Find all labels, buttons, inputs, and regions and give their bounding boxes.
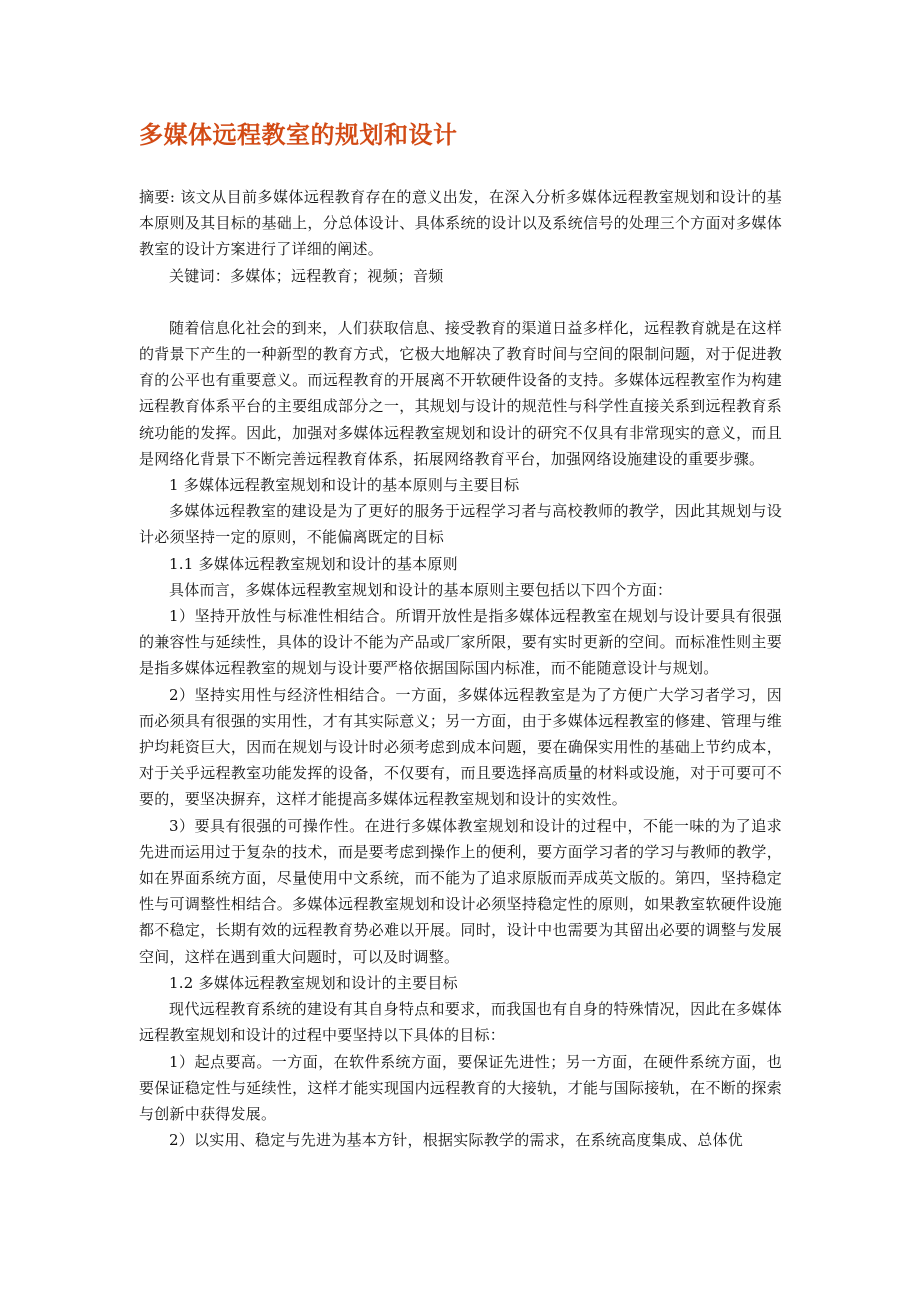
principle-2-paragraph: 2）坚持实用性与经济性相结合。一方面，多媒体远程教室是为了方便广大学习者学习，因而必须具有很强的实用性，才有其实际意义；另一方面，由于多媒体远程教室的修建、管理与维护均耗资巨大，因而在规划与设计时必须考虑到成本问题，要在确保实用性的基础上节约成本，对于关乎远程教室功能发挥的设备，不仅要有，而且要选择高质量的材料或设施，对于可要可不要的，要坚决摒弃，这样才能提高多媒体远程教室规划和设计的实效性。 xyxy=(139,685,782,809)
document-body xyxy=(139,184,782,1153)
intro-paragraph: 随着信息化社会的到来，人们获取信息、接受教育的渠道日益多样化，远程教育就是在这样的背景下产生的一种新型的教育方式，它极大地解决了教育时间与空间的限制问题，对于促进教育的公平也有重要意义。而远程教育的开展离不开软硬件设备的支持。多媒体远程教室作为构建远程教育体系平台的主要组成部分之一，其规划与设计的规范性与科学性直接关系到远程教育系统功能的发挥。因此，加强对多媒体远程教室规划和设计的研究不仅具有非常现实的意义，而且是网络化背景下不断完善远程教育体系，拓展网络教育平台，加强网络设施建设的重要步骤。 xyxy=(139,318,782,468)
section-1-2-heading: 1.2 多媒体远程教室规划和设计的主要目标 xyxy=(169,973,458,992)
paragraph-gap xyxy=(139,289,782,315)
goal-2-paragraph: 2）以实用、稳定与先进为基本方针，根据实际教学的需求，在系统高度集成、总体优 xyxy=(169,1131,744,1150)
section-1-1-intro: 具体而言，多媒体远程教室规划和设计的基本原则主要包括以下四个方面： xyxy=(169,580,673,599)
section-1-heading: 1 多媒体远程教室规划和设计的基本原则与主要目标 xyxy=(169,476,520,495)
section-1-1-heading: 1.1 多媒体远程教室规划和设计的基本原则 xyxy=(169,554,458,573)
section-1-2-intro: 现代远程教育系统的建设有其自身特点和要求，而我国也有自身的特殊情况，因此在多媒体远程教室规划和设计的过程中要坚持以下具体的目标： xyxy=(139,1000,782,1045)
document-title: 多媒体远程教室的规划和设计 xyxy=(139,121,458,149)
principle-3-paragraph: 3）要具有很强的可操作性。在进行多媒体教室规划和设计的过程中，不能一味的为了追求先进而运用过于复杂的技术，而是要考虑到操作上的便利，要方面学习者的学习与教师的教学，如在界面系统方面，尽量使用中文系统，而不能为了追求原版而弄成英文版的。第四，坚持稳定性与可调整性相结合。多媒体远程教室规划和设计必须坚持稳定性的原则，如果教室软硬件设施都不稳定，长期有效的远程教育势必难以开展。同时，设计中也需要为其留出必要的调整与发展空间，这样在遇到重大问题时，可以及时调整。 xyxy=(139,816,782,966)
principle-1-paragraph: 1）坚持开放性与标准性相结合。所谓开放性是指多媒体远程教室在规划与设计要具有很强的兼容性与延续性，具体的设计不能为产品或厂家所限，要有实时更新的空间。而标准性则主要是指多媒体远程教室的规划与设计要严格依据国际国内标准，而不能随意设计与规划。 xyxy=(139,607,782,678)
goal-1-paragraph: 1）起点要高。一方面，在软件系统方面，要保证先进性；另一方面，在硬件系统方面，也要保证稳定性与延续性，这样才能实现国内远程教育的大接轨，才能与国际接轨，在不断的探索与创新中获得发展。 xyxy=(139,1052,782,1123)
abstract-paragraph: 摘要: 该文从目前多媒体远程教育存在的意义出发，在深入分析多媒体远程教室规划和设计的基本原则及其目标的基础上，分总体设计、具体系统的设计以及系统信号的处理三个方面对多媒体教室的设计方案进行了详细的阐述。 xyxy=(139,188,782,259)
keywords-line: 关键词：多媒体；远程教育；视频；音频 xyxy=(169,266,444,285)
section-1-paragraph: 多媒体远程教室的建设是为了更好的服务于远程学习者与高校教师的教学，因此其规划与设计必须坚持一定的原则，不能偏离既定的目标 xyxy=(139,502,782,547)
